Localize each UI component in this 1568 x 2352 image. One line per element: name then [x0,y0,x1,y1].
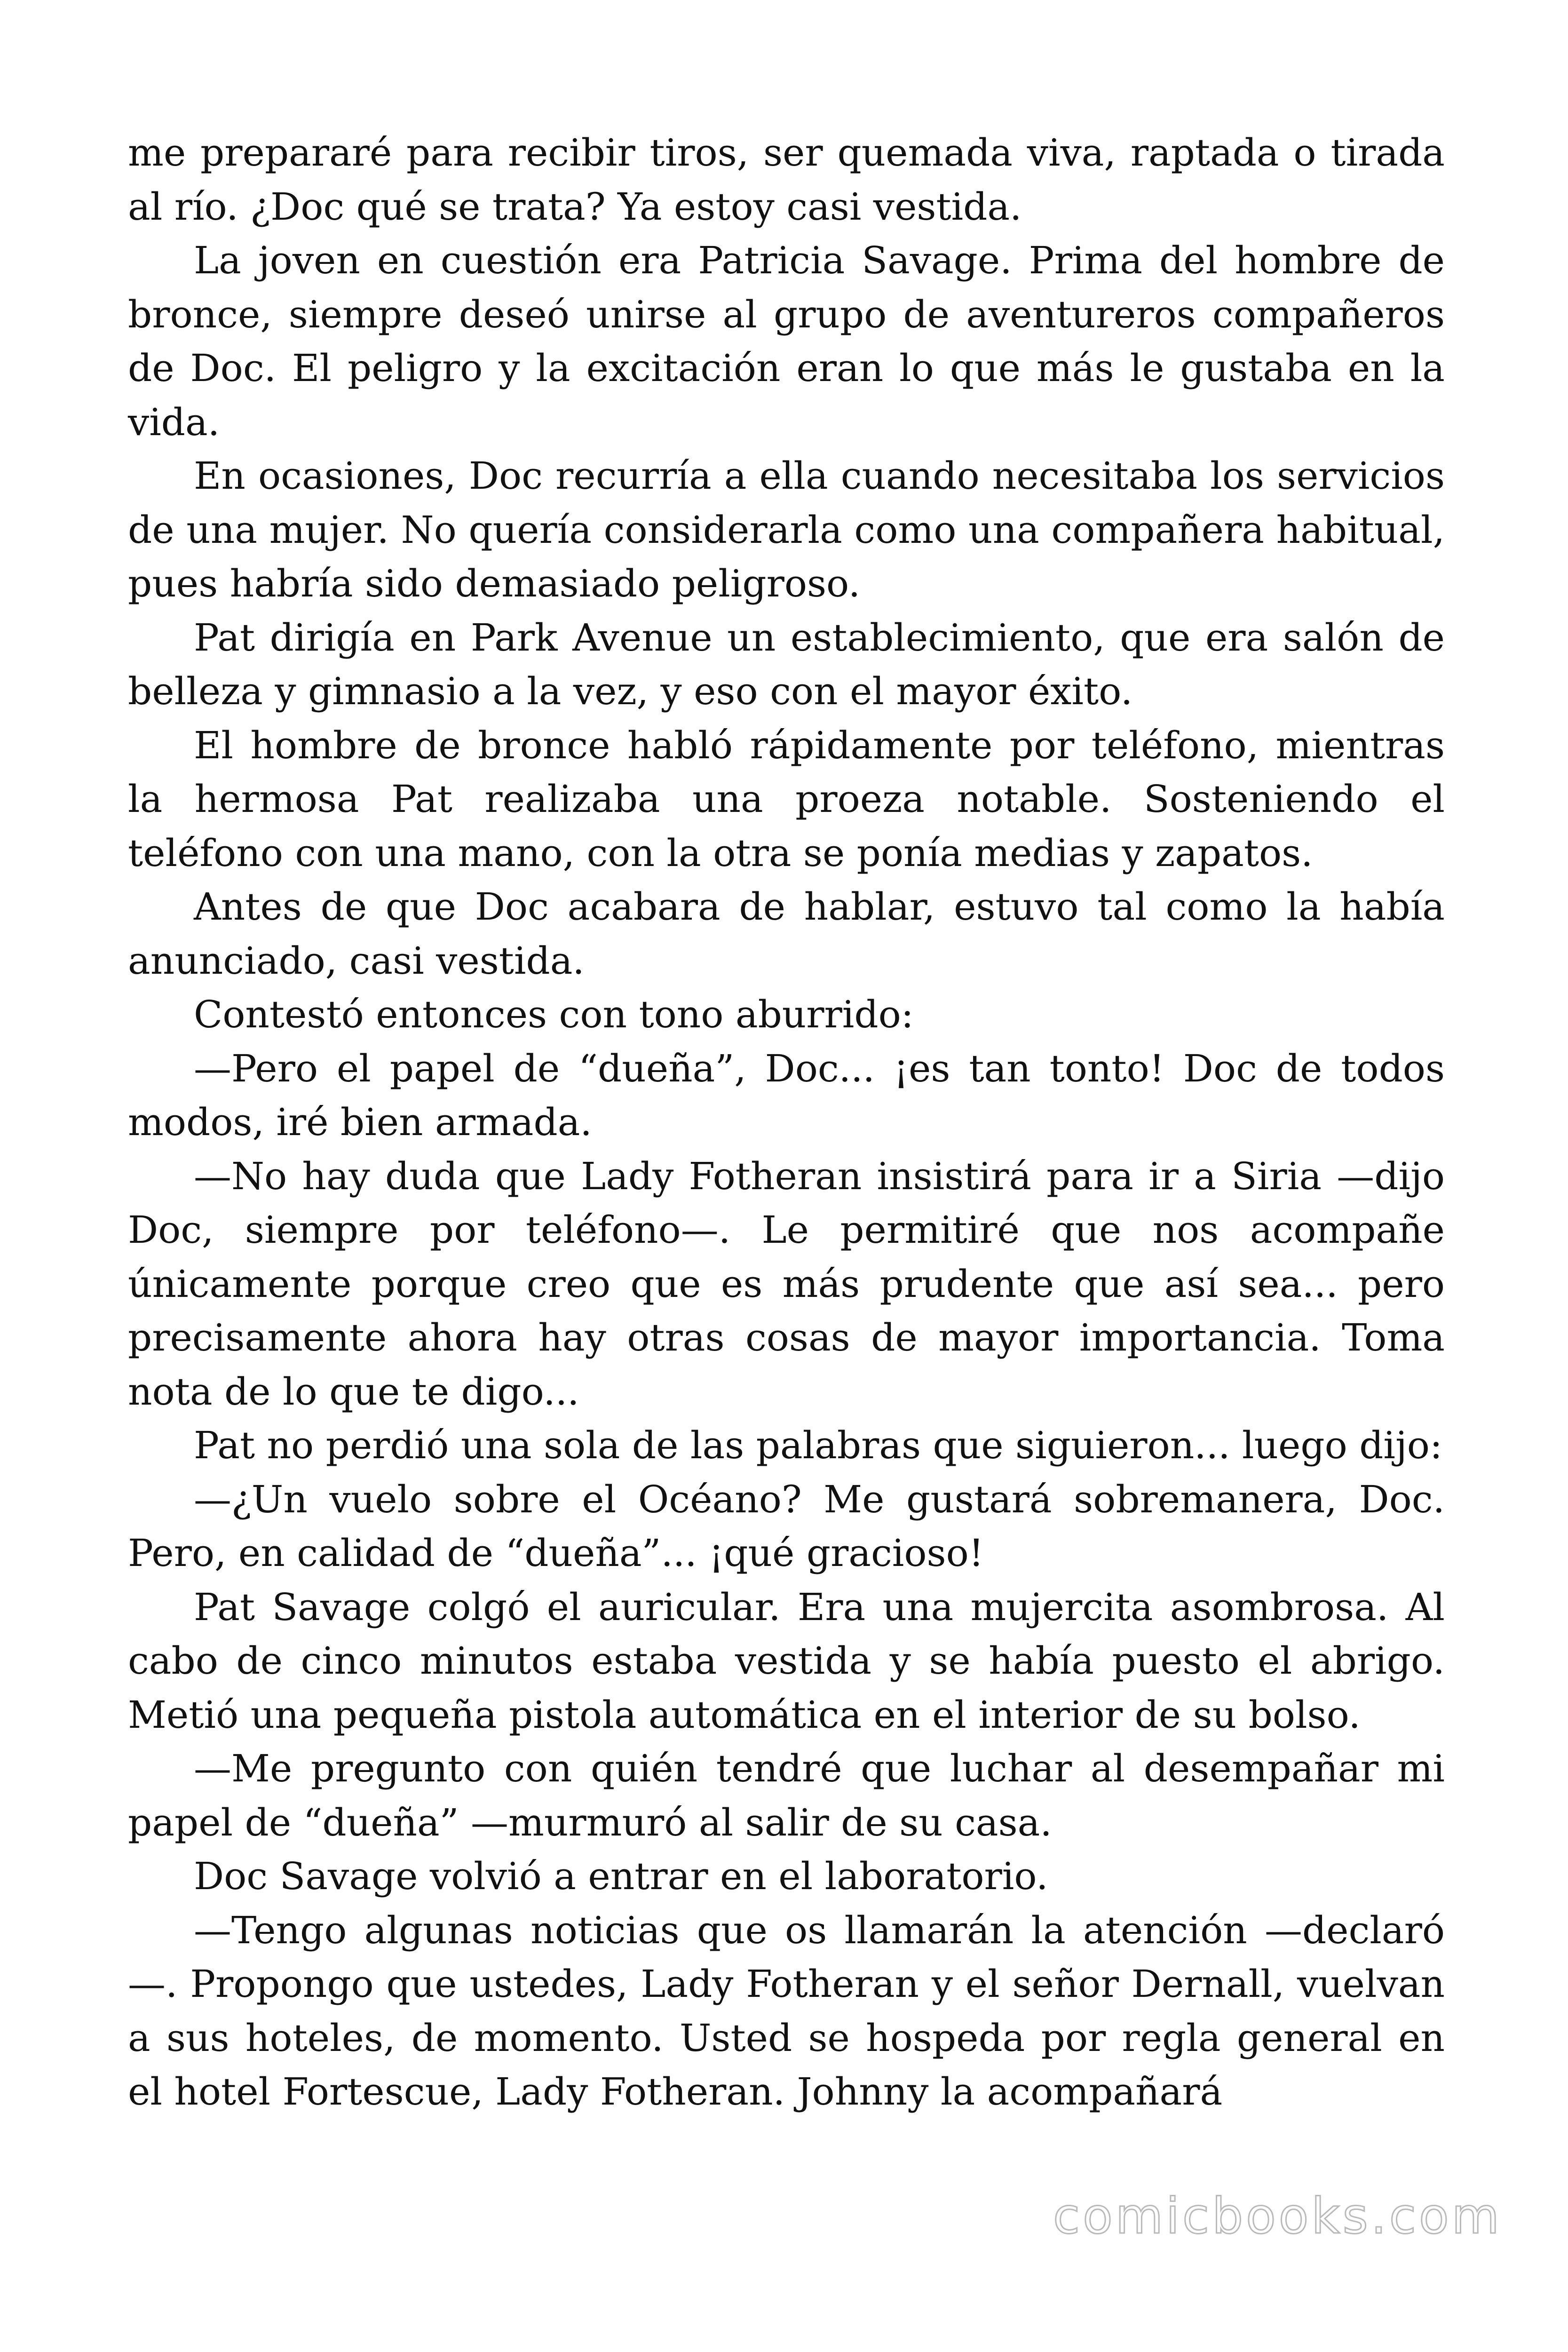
paragraph-12: Pat Savage colgó el auricular. Era una mujercita asombrosa. Al cabo de cinco minutos estaba vestida y se había puesto el abrigo. Metió una pequeña pistola automática en el interior de su bolso. [128,1585,1445,1737]
watermark: comicbooks.com [1053,2187,1502,2245]
paragraph-2: La joven en cuestión era Patricia Savage. Prima del hombre de bronce, siempre deseó unirse al grupo de aventureros compañeros de Doc. El peligro y la excitación eran lo que más le gustaba en la vida. [128,238,1445,444]
paragraph-13: —Me pregunto con quién tendré que luchar al desempañar mi papel de “dueña” —murmuró al salir de su casa. [128,1747,1445,1844]
page-body [128,126,1445,2119]
paragraph-3: En ocasiones, Doc recurría a ella cuando necesitaba los servicios de una mujer. No quería considerarla como una compañera habitual, pues habría sido demasiado peligroso. [128,454,1445,605]
paragraph-6: Antes de que Doc acabara de hablar, estuvo tal como la había anunciado, casi vestida. [128,885,1445,983]
paragraph-10: Pat no perdió una sola de las palabras que siguieron... luego dijo: [194,1423,1442,1467]
paragraph-1: me prepararé para recibir tiros, ser quemada viva, raptada o tirada al río. ¿Doc qué se trata? Ya estoy casi vestida. [128,131,1445,229]
paragraph-11: —¿Un vuelo sobre el Océano? Me gustará sobremanera, Doc. Pero, en calidad de “dueña”... ¡qué gracioso! [128,1477,1445,1575]
paragraph-8: —Pero el papel de “dueña”, Doc... ¡es tan tonto! Doc de todos modos, iré bien armada. [128,1046,1445,1144]
paragraph-7: Contestó entonces con tono aburrido: [194,993,914,1036]
paragraph-4: Pat dirigía en Park Avenue un establecimiento, que era salón de belleza y gimnasio a la vez, y eso con el mayor éxito. [128,615,1445,713]
paragraph-5: El hombre de bronce habló rápidamente por teléfono, mientras la hermosa Pat realizaba una proeza notable. Sosteniendo el teléfono con una mano, con la otra se ponía medias y zapatos. [128,723,1445,875]
paragraph-14: Doc Savage volvió a entrar en el laboratorio. [194,1854,1048,1898]
paragraph-15: —Tengo algunas noticias que os llamarán la atención —declaró —. Propongo que ustedes, Lady Fotheran y el señor Dernall, vuelvan a sus hoteles, de momento. Usted se hospeda por regla general en el hotel Fortescue, Lady Fotheran. Johnny la acompañará [128,1908,1445,2114]
paragraph-9: —No hay duda que Lady Fotheran insistirá para ir a Siria —dijo Doc, siempre por teléfono—. Le permitiré que nos acompañe únicamente porque creo que es más prudente que así sea... pero precisamente ahora hay otras cosas de mayor importancia. Toma nota de lo que te digo... [128,1154,1445,1414]
